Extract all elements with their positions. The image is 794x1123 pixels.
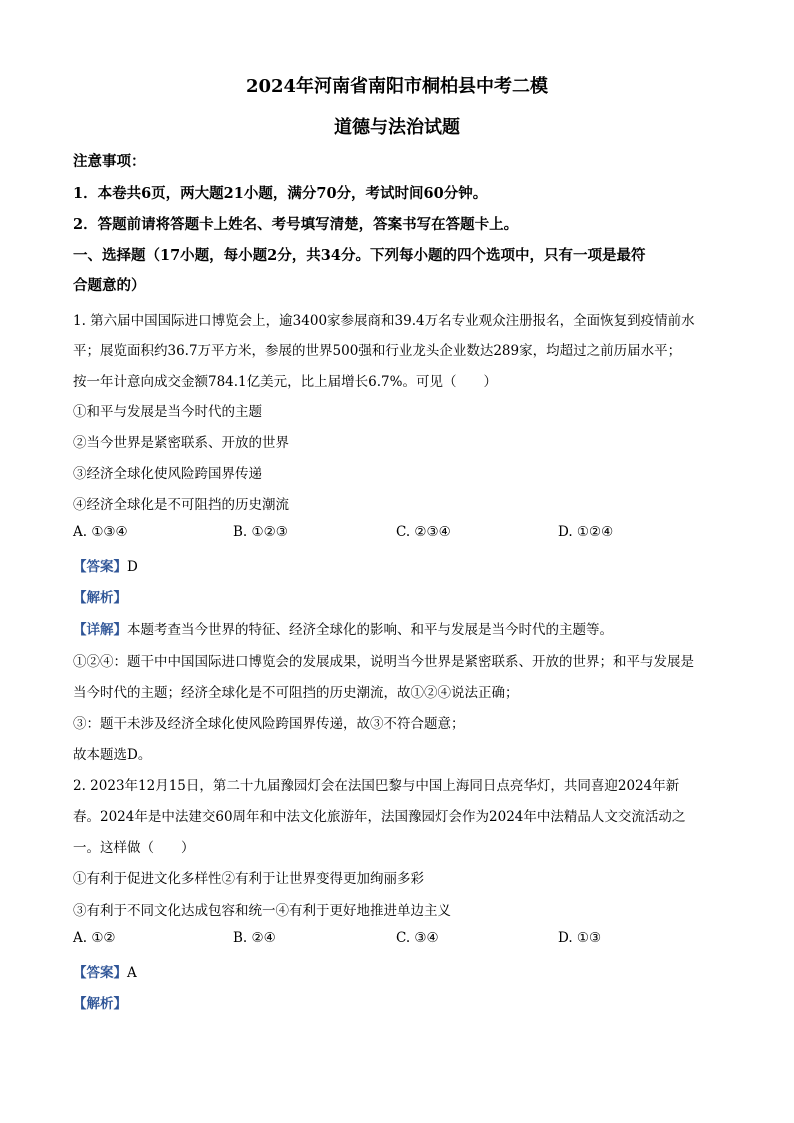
q2-statements-1-2: ①有利于促进文化多样性②有利于让世界变得更加绚丽多彩 [73, 871, 424, 887]
q1-answer [73, 555, 138, 575]
q1-statement-2: ②当今世界是紧密联系、开放的世界 [73, 435, 289, 451]
q2-option-d: D. ①③ [558, 930, 602, 946]
q2-stem-line-1: 2. 2023年12月15日，第二十九届豫园灯会在法国巴黎与中国上海同日点亮华灯，共同喜迎2024年新 [73, 778, 680, 794]
answer-tag: 【答案】 [73, 559, 127, 575]
q2-option-c: C. ③④ [396, 930, 439, 946]
notice-item-2: 2．答题前请将答题卡上姓名、考号填写清楚，答案书写在答题卡上。 [73, 216, 519, 233]
q1-explanation-line-2: 当今时代的主题；经济全球化是不可阻挡的历史潮流，故①②④说法正确； [73, 685, 519, 701]
q2-statements-3-4: ③有利于不同文化达成包容和统一④有利于更好地推进单边主义 [73, 903, 451, 919]
analysis-tag: 【解析】 [73, 590, 127, 606]
q1-stem-line-3: 按一年计意向成交金额784.1亿美元，比上届增长6.7%。可见（ ） [73, 374, 497, 390]
q1-option-a: A. ①③④ [73, 524, 128, 540]
q1-explanation-line-1: ①②④：题干中中国国际进口博览会的发展成果，说明当今世界是紧密联系、开放的世界；和平与发展是 [73, 654, 694, 670]
notice-heading: 注意事项： [73, 153, 146, 170]
q1-stem-line-2: 平；展览面积约36.7万平方米，参展的世界500强和行业龙头企业数达289家，均超过之前历届水平； [73, 343, 682, 359]
q1-statement-1: ①和平与发展是当今时代的主题 [73, 404, 262, 420]
section-heading-line-2: 合题意的） [73, 277, 146, 294]
detail-tag: 【详解】 [73, 622, 127, 638]
answer-value: D [127, 559, 138, 575]
exam-title: 2024年河南省南阳市桐柏县中考二模 [245, 76, 549, 97]
q1-analysis [73, 586, 127, 606]
q2-stem-line-2: 春。2024年是中法建交60周年和中法文化旅游年，法国豫园灯会作为2024年中法精品人文交流活动之 [73, 809, 686, 825]
q1-option-d: D. ①②④ [558, 524, 614, 540]
notice-item-1: 1．本卷共6页，两大题21小题，满分70分，考试时间60分钟。 [73, 185, 488, 202]
q2-option-b: B. ②④ [233, 930, 276, 946]
q1-conclusion: 故本题选D。 [73, 747, 152, 763]
answer-tag: 【答案】 [73, 965, 127, 981]
detail-text: 本题考查当今世界的特征、经济全球化的影响、和平与发展是当今时代的主题等。 [127, 622, 613, 638]
q2-stem-line-3: 一。这样做（ ） [73, 840, 195, 856]
q1-option-c: C. ②③④ [396, 524, 451, 540]
analysis-tag: 【解析】 [73, 996, 127, 1012]
q1-statement-4: ④经济全球化是不可阻挡的历史潮流 [73, 497, 289, 513]
q1-explanation-line-3: ③：题干未涉及经济全球化使风险跨国界传递，故③不符合题意； [73, 716, 465, 732]
q1-option-b: B. ①②③ [233, 524, 288, 540]
exam-subtitle: 道德与法治试题 [334, 117, 460, 138]
section-heading-line-1: 一、选择题（17小题，每小题2分，共34分。下列每小题的四个选项中，只有一项是最符 [73, 247, 646, 264]
q2-option-a: A. ①② [73, 930, 116, 946]
q2-answer [73, 961, 137, 981]
q2-analysis [73, 992, 127, 1012]
q1-stem-line-1: 1. 第六届中国国际进口博览会上，逾3400家参展商和39.4万名专业观众注册报名，全面恢复到疫情前水 [73, 313, 695, 329]
q1-detail [73, 618, 613, 638]
answer-value: A [127, 965, 137, 981]
q1-statement-3: ③经济全球化使风险跨国界传递 [73, 466, 262, 482]
